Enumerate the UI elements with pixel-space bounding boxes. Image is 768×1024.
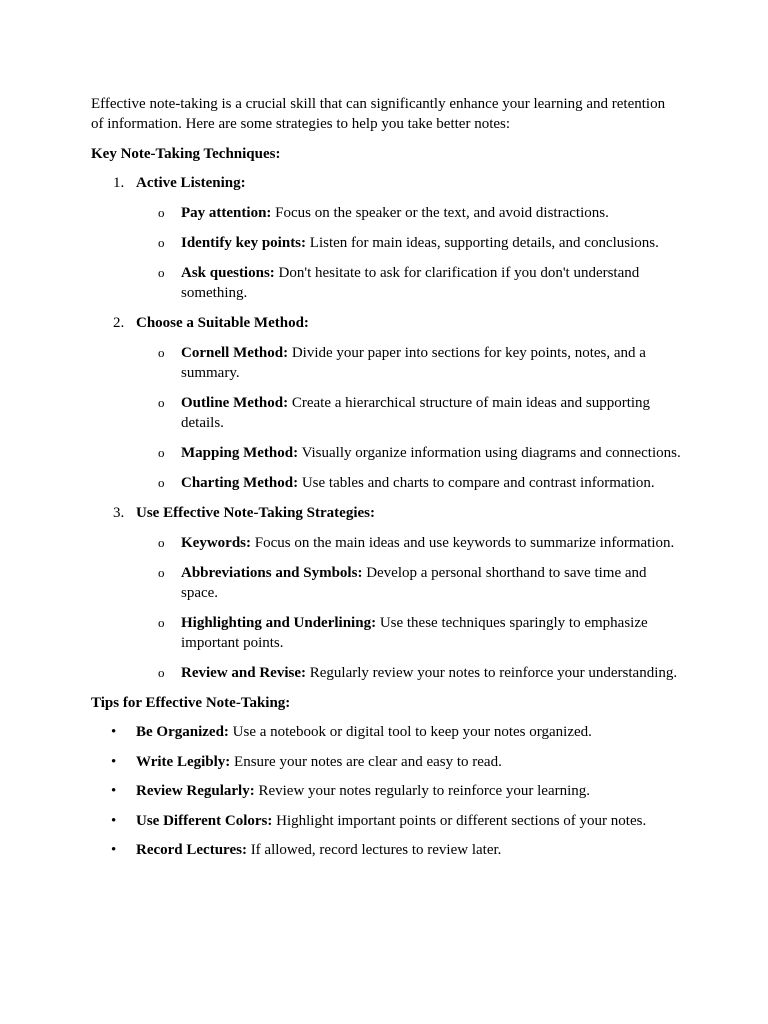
bullet-icon: • <box>111 842 117 858</box>
list-item <box>136 563 681 603</box>
item-label: Outline Method: <box>181 395 289 411</box>
technique-item <box>91 313 681 493</box>
item-label: Highlighting and Underlining: <box>181 615 377 631</box>
item-label: Charting Method: <box>181 475 299 491</box>
item-label: Cornell Method: <box>181 345 289 361</box>
list-item <box>136 263 681 303</box>
list-number: 3. <box>113 505 125 521</box>
list-item <box>91 811 681 831</box>
document-page <box>91 94 681 870</box>
list-number: 1. <box>113 175 125 191</box>
item-text: Ensure your notes are clear and easy to read. <box>230 753 502 770</box>
list-item <box>91 840 681 860</box>
list-item <box>136 393 681 433</box>
intro-paragraph: Effective note-taking is a crucial skill that can significantly enhance your learning and retention of information. Here are some strategies to help you take better notes: <box>91 96 666 132</box>
list-item <box>136 613 681 653</box>
item-label: Keywords: <box>181 535 251 551</box>
list-item <box>136 473 681 493</box>
item-label: Abbreviations and Symbols: <box>181 565 363 581</box>
item-text: Use these techniques sparingly to emphasize important points. <box>181 615 648 651</box>
list-item <box>136 533 681 553</box>
circle-bullet-icon: o <box>158 615 165 630</box>
item-text: Develop a personal shorthand to save time and space. <box>181 565 647 601</box>
item-text: Highlight important points or different sections of your notes. <box>272 812 647 829</box>
list-item <box>136 443 681 463</box>
circle-bullet-icon: o <box>158 535 165 550</box>
item-text: Create a hierarchical structure of main ideas and supporting details. <box>181 395 651 431</box>
item-text: Don't hesitate to ask for clarification if you don't understand something. <box>181 265 640 301</box>
sub-list <box>136 343 681 493</box>
item-text: Review your notes regularly to reinforce your learning. <box>254 783 591 799</box>
list-item <box>136 233 681 253</box>
item-text: Focus on the main ideas and use keywords to summarize information. <box>251 535 675 551</box>
list-item <box>91 722 681 742</box>
circle-bullet-icon: o <box>158 445 165 460</box>
technique-title: Active Listening: <box>136 175 246 191</box>
item-label: Review and Revise: <box>181 665 306 681</box>
list-item <box>136 343 681 383</box>
technique-item <box>91 503 681 683</box>
item-label: Ask questions: <box>181 265 275 281</box>
item-label: Pay attention: <box>181 205 272 221</box>
sub-list <box>136 533 681 683</box>
circle-bullet-icon: o <box>158 265 165 280</box>
tips-heading: Tips for Effective Note-Taking: <box>91 695 291 711</box>
bullet-icon: • <box>111 724 117 740</box>
bullet-icon: • <box>111 783 117 799</box>
bullet-icon: • <box>111 753 117 770</box>
item-text: Regularly review your notes to reinforce your understanding. <box>305 665 678 681</box>
list-item <box>136 663 681 683</box>
circle-bullet-icon: o <box>158 205 165 220</box>
item-label: Identify key points: <box>181 235 307 251</box>
circle-bullet-icon: o <box>158 665 165 680</box>
item-text: Use a notebook or digital tool to keep your notes organized. <box>228 724 592 740</box>
item-label: Use Different Colors: <box>136 812 273 829</box>
circle-bullet-icon: o <box>158 345 165 360</box>
item-text: Use tables and charts to compare and contrast information. <box>298 475 655 491</box>
item-text: If allowed, record lectures to review later. <box>246 842 502 858</box>
item-label: Write Legibly: <box>136 753 231 770</box>
item-label: Mapping Method: <box>181 445 299 461</box>
item-text: Listen for main ideas, supporting details, and conclusions. <box>306 235 659 251</box>
bullet-icon: • <box>111 812 117 829</box>
item-label: Review Regularly: <box>136 783 255 799</box>
item-text: Focus on the speaker or the text, and avoid distractions. <box>271 205 609 221</box>
technique-item <box>91 173 681 303</box>
tips-list <box>91 722 681 860</box>
item-text: Visually organize information using diagrams and connections. <box>298 445 681 461</box>
circle-bullet-icon: o <box>158 475 165 490</box>
techniques-list <box>91 173 681 683</box>
item-label: Be Organized: <box>136 724 229 740</box>
list-item <box>91 781 681 801</box>
technique-title: Use Effective Note-Taking Strategies: <box>136 505 375 521</box>
list-item <box>136 203 681 223</box>
circle-bullet-icon: o <box>158 395 165 410</box>
technique-title: Choose a Suitable Method: <box>136 315 309 331</box>
circle-bullet-icon: o <box>158 565 165 580</box>
sub-list <box>136 203 681 303</box>
list-number: 2. <box>113 315 125 331</box>
item-label: Record Lectures: <box>136 842 247 858</box>
techniques-heading: Key Note-Taking Techniques: <box>91 146 281 162</box>
item-text: Divide your paper into sections for key points, notes, and a summary. <box>181 345 646 381</box>
circle-bullet-icon: o <box>158 235 165 250</box>
list-item <box>91 752 681 772</box>
